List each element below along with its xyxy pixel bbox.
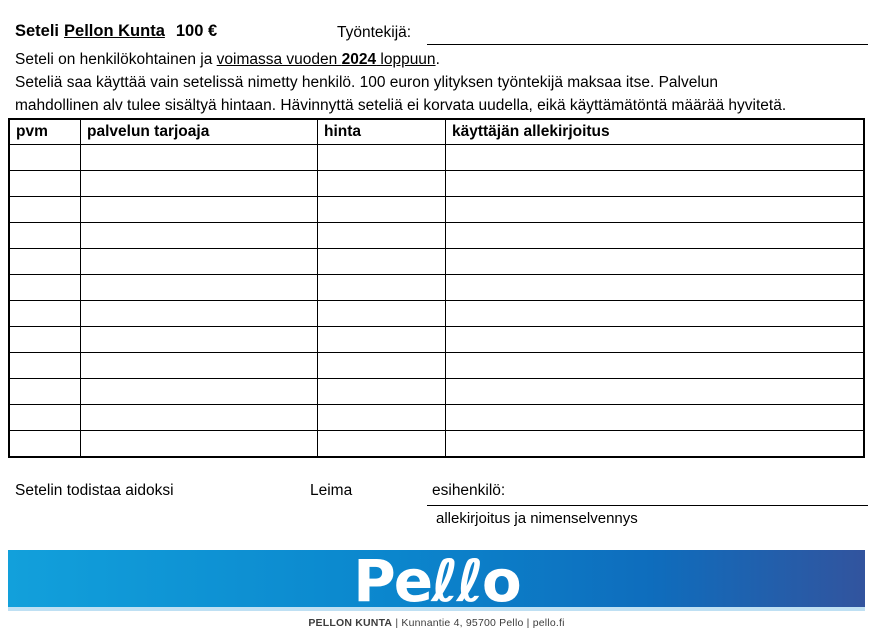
table-cell-empty[interactable] <box>9 327 81 353</box>
table-cell-empty[interactable] <box>9 223 81 249</box>
table-cell-empty[interactable] <box>318 197 446 223</box>
table-cell-empty[interactable] <box>81 275 318 301</box>
address-details: | Kunnantie 4, 95700 Pello | pello.fi <box>392 617 565 629</box>
table-cell-empty[interactable] <box>318 171 446 197</box>
table-cell-empty[interactable] <box>318 249 446 275</box>
table-cell-empty[interactable] <box>81 145 318 171</box>
stamp-label: Leima <box>310 482 353 499</box>
supervisor-signature-line[interactable] <box>427 505 868 506</box>
table-cell-empty[interactable] <box>318 275 446 301</box>
table-cell-empty[interactable] <box>81 379 318 405</box>
table-row <box>9 275 864 301</box>
usage-table <box>8 118 865 458</box>
table-cell-empty[interactable] <box>446 145 865 171</box>
table-row <box>9 379 864 405</box>
table-cell-empty[interactable] <box>9 405 81 431</box>
table-row <box>9 431 864 458</box>
table-cell-empty[interactable] <box>446 171 865 197</box>
table-cell-empty[interactable] <box>81 223 318 249</box>
voucher-title <box>15 22 217 41</box>
voucher-amount: 100 € <box>175 22 218 40</box>
table-column-header: hinta <box>318 119 446 145</box>
table-cell-empty[interactable] <box>446 301 865 327</box>
table-cell-empty[interactable] <box>318 145 446 171</box>
validity-sentence: Seteli on henkilökohtainen ja voimassa vuoden 2024 loppuun. <box>15 51 440 68</box>
table-cell-empty[interactable] <box>9 301 81 327</box>
table-cell-empty[interactable] <box>318 353 446 379</box>
table-column-header: palvelun tarjoaja <box>81 119 318 145</box>
table-cell-empty[interactable] <box>446 379 865 405</box>
table-cell-empty[interactable] <box>446 405 865 431</box>
validity-underlined: voimassa vuoden 2024 loppuun <box>216 51 436 68</box>
table-cell-empty[interactable] <box>9 431 81 458</box>
table-row <box>9 405 864 431</box>
table-cell-empty[interactable] <box>446 275 865 301</box>
table-cell-empty[interactable] <box>9 353 81 379</box>
table-row <box>9 171 864 197</box>
table-row <box>9 301 864 327</box>
table-cell-empty[interactable] <box>446 249 865 275</box>
table-cell-empty[interactable] <box>9 379 81 405</box>
table-cell-empty[interactable] <box>9 197 81 223</box>
signature-hint: allekirjoitus ja nimenselvennys <box>436 510 638 527</box>
supervisor-label: esihenkilö: <box>432 482 506 499</box>
table-cell-empty[interactable] <box>81 405 318 431</box>
table-cell-empty[interactable] <box>81 431 318 458</box>
table-column-header: pvm <box>9 119 81 145</box>
table-cell-empty[interactable] <box>446 353 865 379</box>
validity-year: 2024 <box>341 51 377 68</box>
table-cell-empty[interactable] <box>446 431 865 458</box>
table-row <box>9 145 864 171</box>
authenticity-label: Setelin todistaa aidoksi <box>15 482 174 499</box>
table-header-row <box>9 119 864 145</box>
table-cell-empty[interactable] <box>9 145 81 171</box>
table-cell-empty[interactable] <box>9 249 81 275</box>
table-cell-empty[interactable] <box>81 353 318 379</box>
table-cell-empty[interactable] <box>318 223 446 249</box>
table-cell-empty[interactable] <box>81 301 318 327</box>
table-column-header: käyttäjän allekirjoitus <box>446 119 865 145</box>
table-row <box>9 223 864 249</box>
voucher-title-label: Seteli <box>15 22 60 40</box>
validity-prefix: Seteli on henkilökohtainen ja <box>15 51 217 68</box>
table-cell-empty[interactable] <box>446 197 865 223</box>
table-cell-empty[interactable] <box>9 171 81 197</box>
table-cell-empty[interactable] <box>81 327 318 353</box>
table-cell-empty[interactable] <box>81 197 318 223</box>
table-row <box>9 353 864 379</box>
table-cell-empty[interactable] <box>318 379 446 405</box>
table-cell-empty[interactable] <box>318 431 446 458</box>
table-row <box>9 327 864 353</box>
employee-fill-line[interactable] <box>427 26 868 45</box>
table-row <box>9 249 864 275</box>
table-cell-empty[interactable] <box>446 327 865 353</box>
table-row <box>9 197 864 223</box>
municipality-address <box>0 617 873 629</box>
table-body <box>9 145 864 458</box>
table-cell-empty[interactable] <box>318 301 446 327</box>
terms-line-1: Seteliä saa käyttää vain setelissä nimetty henkilö. 100 euron ylityksen työntekijä maksaa itse. Palvelun <box>15 74 719 91</box>
employee-label: Työntekijä: <box>337 24 412 41</box>
table-cell-empty[interactable] <box>318 327 446 353</box>
table-cell-empty[interactable] <box>318 405 446 431</box>
table-cell-empty[interactable] <box>9 275 81 301</box>
municipality-name: PELLON KUNTA <box>308 617 393 629</box>
pello-logo: Peℓℓo <box>353 547 520 615</box>
voucher-issuer: Pellon Kunta <box>64 22 165 40</box>
table-cell-empty[interactable] <box>81 249 318 275</box>
table-cell-empty[interactable] <box>446 223 865 249</box>
table-cell-empty[interactable] <box>81 171 318 197</box>
terms-line-2: mahdollinen alv tulee sisältyä hintaan. Hävinnyttä seteliä ei korvata uudella, eikä käyttämätöntä määrää hyvitetä. <box>15 97 787 114</box>
